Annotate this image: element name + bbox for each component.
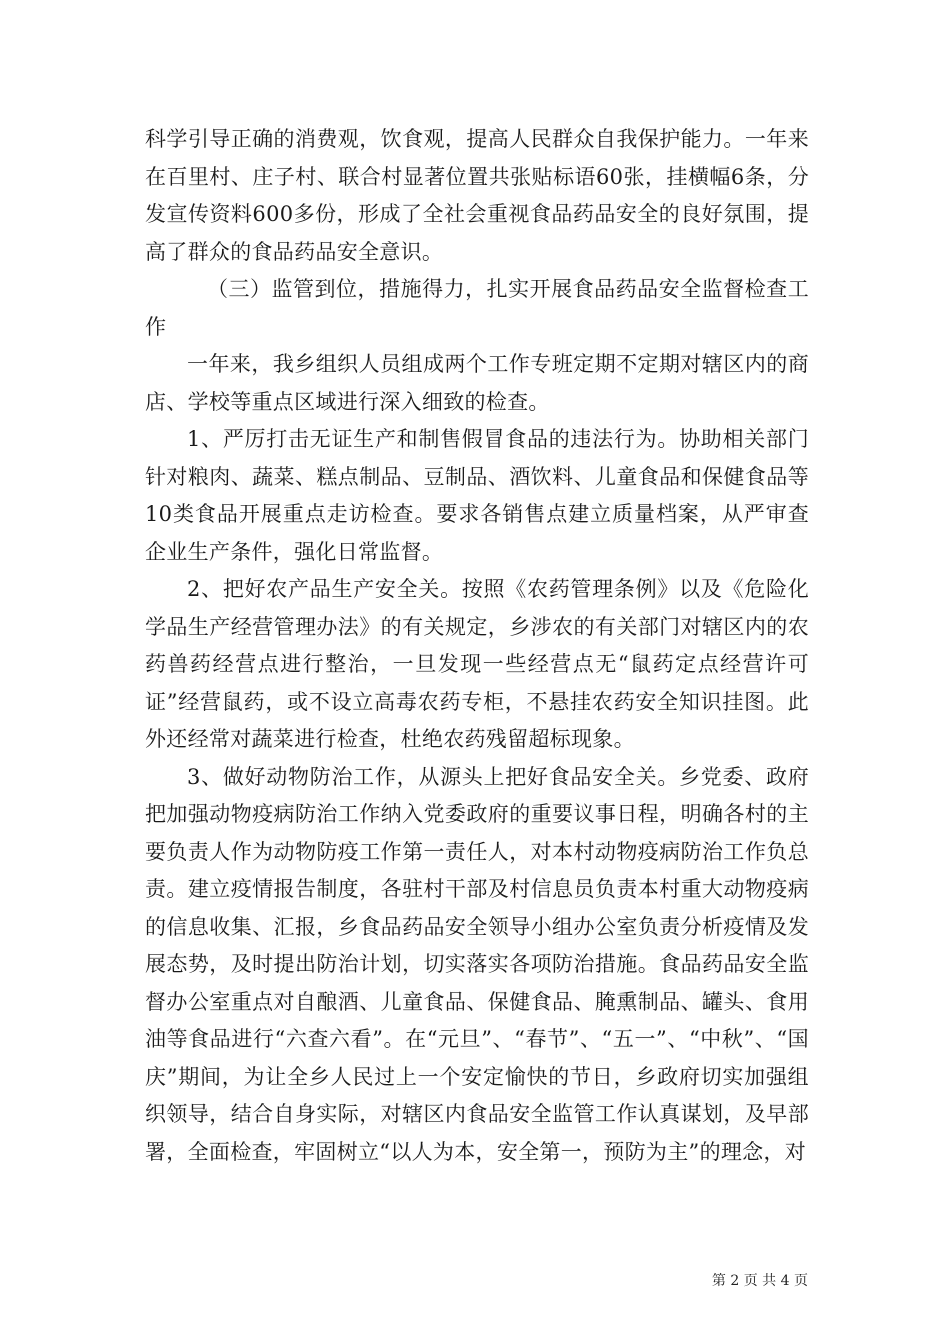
paragraph-intro: 一年来，我乡组织人员组成两个工作专班定期不定期对辖区内的商店、学校等重点区域进行深入细致的检查。 bbox=[145, 352, 809, 414]
paragraph-item-2: 2、把好农产品生产安全关。按照《农药管理条例》以及《危险化学品生产经营管理办法》的有关规定，乡涉农的有关部门对辖区内的农药兽药经营点进行整治，一旦发现一些经营点无“鼠药定点经营许可证”经营鼠药，或不设立高毒农药专柜，不悬挂农药安全知识挂图。此外还经常对蔬菜进行检查，杜绝农药残留超标现象。 bbox=[145, 577, 809, 751]
document-body bbox=[145, 121, 809, 1171]
paragraph-continuation: 科学引导正确的消费观，饮食观，提高人民群众自我保护能力。一年来在百里村、庄子村、联合村显著位置共张贴标语60张，挂横幅6条，分发宣传资料600多份，形成了全社会重视食品药品安全的良好氛围，提高了群众的食品药品安全意识。 bbox=[145, 127, 809, 264]
paragraph-item-1: 1、严厉打击无证生产和制售假冒食品的违法行为。协助相关部门针对粮肉、蔬菜、糕点制品、豆制品、酒饮料、儿童食品和保健食品等10类食品开展重点走访检查。要求各销售点建立质量档案，从严审查企业生产条件，强化日常监督。 bbox=[145, 427, 809, 564]
section-heading: （三）监管到位，措施得力，扎实开展食品药品安全监督检查工作 bbox=[145, 277, 809, 339]
paragraph-item-3: 3、做好动物防治工作，从源头上把好食品安全关。乡党委、政府把加强动物疫病防治工作纳入党委政府的重要议事日程，明确各村的主要负责人作为动物防疫工作第一责任人，对本村动物疫病防治工作负总责。建立疫情报告制度，各驻村干部及村信息员负责本村重大动物疫病的信息收集、汇报，乡食品药品安全领导小组办公室负责分析疫情及发展态势，及时提出防治计划，切实落实各项防治措施。食品药品安全监督办公室重点对自酿酒、儿童食品、保健食品、腌熏制品、罐头、食用油等食品进行“六查六看”。在“元旦”、“春节”、“五一”、“中秋”、“国庆”期间，为让全乡人民过上一个安定愉快的节日，乡政府切实加强组织领导，结合自身实际，对辖区内食品安全监管工作认真谋划，及早部署，全面检查，牢固树立“以人为本，安全第一，预防为主”的理念，对 bbox=[145, 764, 809, 1164]
page-number-footer: 第 2 页 共 4 页 bbox=[711, 1273, 808, 1289]
